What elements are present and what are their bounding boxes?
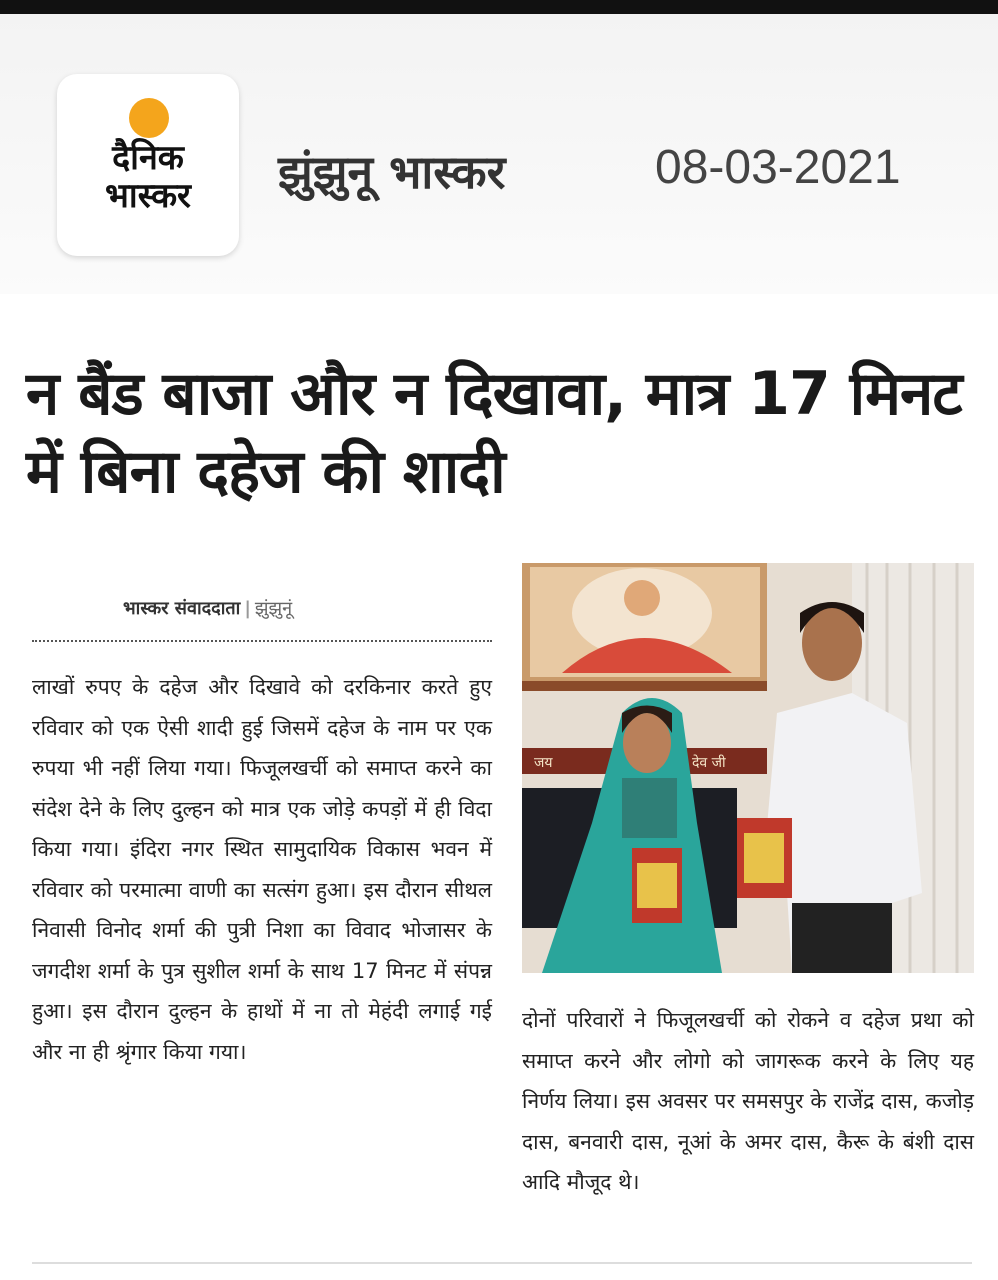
article-body-right: दोनों परिवारों ने फिजूलखर्ची को रोकने व दहेज प्रथा को समाप्त करने और लोगो को जागरूक करने के लिए यह निर्णय लिया। इस अवसर पर समसपुर के राजेंद्र दास, कजोड़ दास, बनवारी दास, नूआं के अमर दास, कैरू के बंशी दास आदि मौजूद थे।	[522, 1008, 974, 1194]
edition-name: झुंझुनू भास्कर	[278, 145, 506, 199]
byline-divider	[32, 640, 492, 642]
article-headline: न बैंड बाजा और न दिखावा, मात्र 17 मिनट में बिना दहेज की शादी	[26, 359, 962, 507]
byline	[123, 596, 292, 620]
byline-reporter: भास्कर संवाददाता	[123, 598, 241, 619]
banner-text: जय	[534, 755, 553, 771]
sun-icon	[129, 98, 169, 138]
byline-separator: |	[244, 598, 251, 619]
byline-place: झुंझुनूं	[254, 598, 293, 619]
article-body-left: लाखों रुपए के दहेज और दिखावे को दरकिनार करते हुए रविवार को एक ऐसी शादी हुई जिसमें दहेज के नाम पर एक रुपया भी नहीं लिया गया। फिजूलखर्ची को समाप्त करने का संदेश देने के लिए दुल्हन को मात्र एक जोड़े कपड़ों में ही विदा किया गया। इंदिरा नगर स्थित सामुदायिक विकास भवन में रविवार को परमात्मा वाणी का सत्संग हुआ। इस दौरान सीथल निवासी विनोद शर्मा की पुत्री निशा का विवाद भोजासर के जगदीश शर्मा के पुत्र सुशील शर्मा के साथ 17 मिनट में संपन्न हुआ। इस दौरान दुल्हन के हाथों में ना तो मेहंदी लगाई गई और ना ही श्रृंगार किया गया।	[32, 675, 492, 1064]
bottom-divider	[32, 1262, 972, 1264]
logo-text-line1: दैनिक	[112, 138, 184, 178]
article-photo	[522, 563, 974, 973]
logo-text-line2: भास्कर	[105, 176, 191, 216]
status-bar	[0, 0, 998, 14]
couple-photo-illustration	[522, 563, 974, 973]
dainik-bhaskar-logo	[57, 74, 239, 256]
publication-date: 08-03-2021	[655, 141, 901, 194]
banner-text-2: देव जी	[692, 755, 726, 771]
